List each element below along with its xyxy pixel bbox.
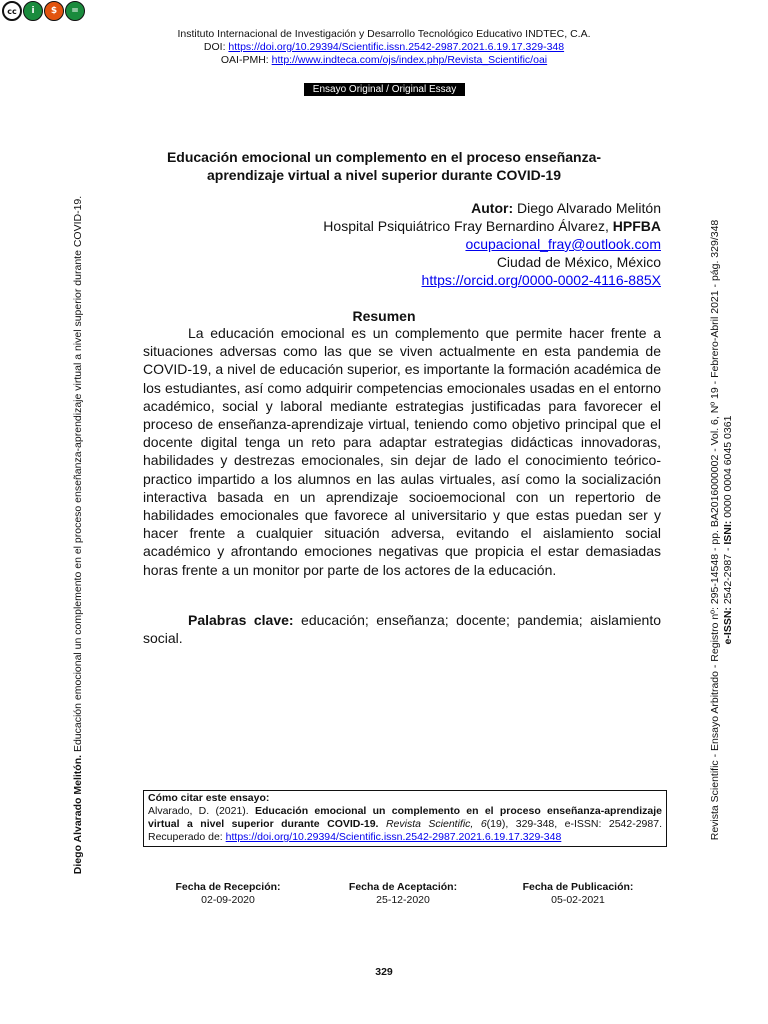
- date-published-value: 05-02-2021: [551, 894, 605, 906]
- affiliation-line: [323, 217, 661, 235]
- citation-authors: Alvarado, D. (2021).: [148, 805, 249, 817]
- isni-value: 0000 0004 6045 0361: [722, 415, 734, 518]
- right-margin-line-1: Revista Scientific - Ensayo Arbitrado - Registro nº: 295-14548 - pp. BA2016000002 - Vol. 6, Nº 19 - Febrero-Abril 2021 - pág. 329/348: [709, 219, 721, 841]
- citation-link[interactable]: https://doi.org/10.29394/Scientific.issn.2542-2987.2021.6.19.17.329-348: [225, 831, 562, 843]
- attribution-icon: i: [23, 1, 43, 21]
- citation-text: [148, 805, 662, 844]
- cc-license-badge[interactable]: [2, 1, 85, 22]
- right-margin-line-2: [722, 220, 735, 841]
- citation-box: [143, 790, 667, 847]
- oai-line: [0, 54, 768, 67]
- right-margin-journal-info: [709, 220, 735, 841]
- date-received-label: Fecha de Recepción:: [175, 881, 281, 893]
- eissn-value: 2542-2987 -: [722, 547, 734, 605]
- no-derivatives-icon: =: [65, 1, 85, 21]
- citation-heading: Cómo citar este ensayo:: [148, 792, 270, 804]
- title-line-2: aprendizaje virtual a nivel superior durante COVID-19: [207, 167, 561, 183]
- date-published-label: Fecha de Publicación:: [522, 881, 634, 893]
- essay-type-badge: Ensayo Original / Original Essay: [304, 83, 465, 96]
- isni-label: ISNI:: [722, 520, 734, 545]
- affiliation-abbr: HPFBA: [612, 218, 661, 234]
- left-margin-running-head: [72, 196, 84, 874]
- author-label: Autor:: [471, 200, 514, 216]
- citation-issue: (19), 329-348, e-ISSN: 2542-2987. Recuperado de:: [148, 818, 662, 843]
- left-margin-author: Diego Alvarado Melitón.: [72, 754, 84, 875]
- date-received: [143, 881, 313, 907]
- dates-row: [143, 881, 663, 907]
- date-accepted-label: Fecha de Aceptación:: [348, 881, 458, 893]
- citation-volume: 6: [480, 818, 487, 830]
- author-name: Diego Alvarado Melitón: [517, 200, 661, 216]
- keywords-label: Palabras clave:: [188, 612, 294, 628]
- doi-line: [0, 41, 768, 54]
- oai-link[interactable]: http://www.indteca.com/ojs/index.php/Revista_Scientific/oai: [271, 54, 548, 66]
- noncommercial-icon: $: [44, 1, 64, 21]
- keywords-text: educación; enseñanza; docente; pandemia; aislamiento social.: [143, 612, 661, 647]
- institute-header: Instituto Internacional de Investigación y Desarrollo Tecnológico Educativo INDTEC, C.A.: [177, 28, 591, 40]
- abstract-text: La educación emocional es un complemento que permite hacer frente a situaciones adversas como las que se viven actualmente en esta pandemia de COVID-19, a nivel de educación superior, es importante la formación académica de los estudiantes, así como adquirir competencias emocionales usadas en el entorno académico, social y laboral mediante estrategias justificadas para favorecer el proceso de enseñanza-aprendizaje virtual, teniendo como objetivo principal que el docente digital tenga un reto para adaptar estrategias didácticas innovadoras, habilidades y destrezas emocionales, sin dejar de lado el conocimiento teórico-practico impartido a los alumnos en las aulas virtuales, así como la socialización interactiva basada en un aprendizaje socioemocional con un repertorio de habilidades emocionales que favorece al universitario y que estas puedan ser y hacer frente a cualquier situación adversa, evitando el aislamiento social académico y afrontando emociones negativas que propicia el estar demasiadas horas frente a un monitor por parte de los actores de la educación.: [143, 325, 661, 578]
- date-received-value: 02-09-2020: [201, 894, 255, 906]
- abstract-heading: Resumen: [352, 308, 416, 324]
- doi-label: DOI:: [203, 41, 226, 53]
- date-published: [493, 881, 663, 907]
- citation-title: Educación emocional un complemento en el proceso enseñanza-aprendizaje virtual a nivel superior durante COVID-19.: [148, 805, 662, 830]
- affiliation: Hospital Psiquiátrico Fray Bernardino Álvarez,: [323, 218, 609, 234]
- page-number: 329: [375, 966, 393, 978]
- date-accepted-value: 25-12-2020: [376, 894, 430, 906]
- email-link[interactable]: ocupacional_fray@outlook.com: [465, 236, 661, 252]
- doi-link[interactable]: https://doi.org/10.29394/Scientific.issn.2542-2987.2021.6.19.17.329-348: [228, 41, 565, 53]
- creative-commons-icon: cc: [2, 1, 22, 21]
- keywords: [143, 611, 661, 647]
- page-title: [150, 148, 618, 184]
- citation-journal: Revista Scientific,: [385, 818, 474, 830]
- date-accepted: [318, 881, 488, 907]
- author-line: [323, 199, 661, 217]
- orcid-link[interactable]: https://orcid.org/0000-0002-4116-885X: [421, 272, 661, 288]
- location: Ciudad de México, México: [496, 254, 661, 270]
- author-block: [323, 199, 661, 289]
- title-line-1: Educación emocional un complemento en el proceso enseñanza-: [166, 149, 602, 165]
- left-margin-title: Educación emocional un complemento en el proceso enseñanza-aprendizaje virtual a nivel superior durante COVID-19.: [72, 195, 84, 753]
- oai-label: OAI-PMH:: [220, 54, 269, 66]
- eissn-label: e-ISSN:: [722, 607, 734, 645]
